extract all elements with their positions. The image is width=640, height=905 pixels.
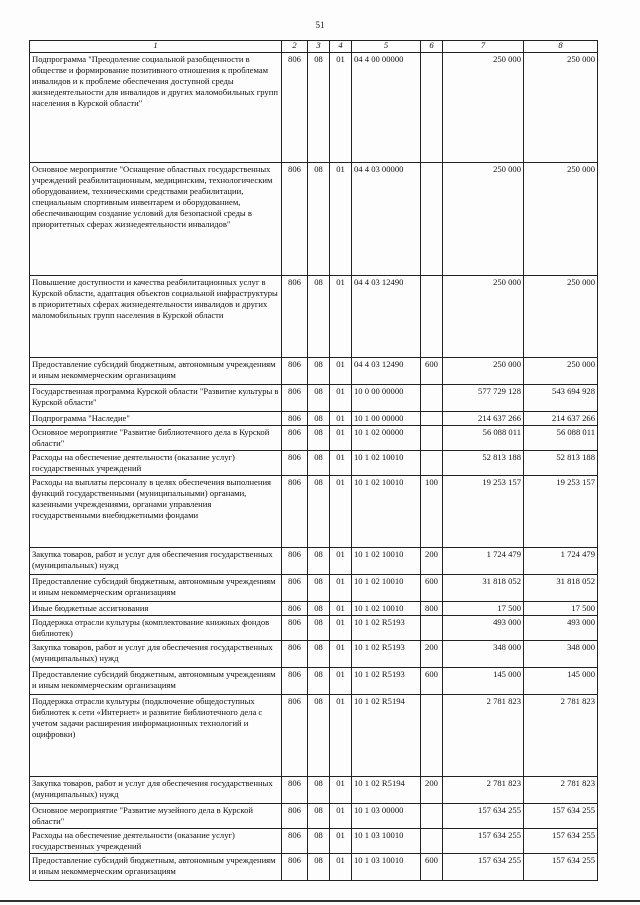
- section-cell: 08: [308, 854, 330, 881]
- subsection-cell: 01: [330, 829, 352, 854]
- target-article-cell: 10 1 03 00000: [352, 804, 421, 829]
- target-article-cell: 10 1 02 00000: [352, 426, 421, 451]
- target-article-cell: 10 0 00 00000: [352, 385, 421, 412]
- subsection-cell: 01: [330, 451, 352, 476]
- amount-year2-cell: 19 253 157: [524, 476, 598, 548]
- column-header: 1: [30, 41, 282, 53]
- section-cell: 08: [308, 829, 330, 854]
- target-article-cell: 10 1 02 R5194: [352, 695, 421, 777]
- subsection-cell: 01: [330, 385, 352, 412]
- amount-year2-cell: 250 000: [524, 358, 598, 385]
- amount-year1-cell: 214 637 266: [443, 412, 524, 426]
- amount-year2-cell: 250 000: [524, 276, 598, 358]
- amount-year2-cell: 348 000: [524, 641, 598, 668]
- target-article-cell: 10 1 02 R5193: [352, 641, 421, 668]
- row-name-cell: Предоставление субсидий бюджетным, автономным учреждениям и иным некоммерческим организациям: [30, 854, 282, 881]
- subsection-cell: 01: [330, 53, 352, 163]
- table-row: [30, 426, 598, 451]
- table-row: [30, 777, 598, 804]
- row-name-cell: Подпрограмма "Преодоление социальной разобщенности в обществе и формирование позитивного отношения к проблемам инвалидов и к проблеме обеспечения доступной среды жизнедеятельности для инвалидов и других маломобильных групп населения в Курской области": [30, 53, 282, 163]
- amount-year2-cell: 250 000: [524, 53, 598, 163]
- row-name-cell: Основное мероприятие "Развитие библиотечного дела в Курской области": [30, 426, 282, 451]
- row-name-cell: Основное мероприятие "Развитие музейного дела в Курской области": [30, 804, 282, 829]
- expense-type-cell: 600: [421, 668, 443, 695]
- admin-code-cell: 806: [282, 412, 308, 426]
- admin-code-cell: 806: [282, 575, 308, 602]
- subsection-cell: 01: [330, 777, 352, 804]
- section-cell: 08: [308, 358, 330, 385]
- target-article-cell: 10 1 02 10010: [352, 548, 421, 575]
- expense-type-cell: 200: [421, 548, 443, 575]
- amount-year1-cell: 250 000: [443, 53, 524, 163]
- row-name-cell: Поддержка отрасли культуры (подключение общедоступных библиотек к сети «Интернет» и развитие библиотечного дела с учетом задачи расширения информационных технологий и оцифровки): [30, 695, 282, 777]
- expense-type-cell: 100: [421, 476, 443, 548]
- subsection-cell: 01: [330, 163, 352, 276]
- row-name-cell: Предоставление субсидий бюджетным, автономным учреждениям и иным некоммерческим организациям: [30, 358, 282, 385]
- expense-type-cell: 600: [421, 575, 443, 602]
- admin-code-cell: 806: [282, 777, 308, 804]
- section-cell: 08: [308, 777, 330, 804]
- expense-type-cell: 200: [421, 777, 443, 804]
- amount-year2-cell: 493 000: [524, 616, 598, 641]
- admin-code-cell: 806: [282, 641, 308, 668]
- admin-code-cell: 806: [282, 53, 308, 163]
- table-row: [30, 616, 598, 641]
- admin-code-cell: 806: [282, 276, 308, 358]
- subsection-cell: 01: [330, 804, 352, 829]
- section-cell: 08: [308, 575, 330, 602]
- target-article-cell: 10 1 02 10010: [352, 602, 421, 616]
- amount-year1-cell: 250 000: [443, 358, 524, 385]
- amount-year1-cell: 157 634 255: [443, 829, 524, 854]
- section-cell: 08: [308, 426, 330, 451]
- target-article-cell: 10 1 00 00000: [352, 412, 421, 426]
- table-row: [30, 575, 598, 602]
- subsection-cell: 01: [330, 276, 352, 358]
- amount-year2-cell: 17 500: [524, 602, 598, 616]
- expense-type-cell: [421, 426, 443, 451]
- section-cell: 08: [308, 668, 330, 695]
- amount-year1-cell: 145 000: [443, 668, 524, 695]
- table-row: [30, 53, 598, 163]
- row-name-cell: Иные бюджетные ассигнования: [30, 602, 282, 616]
- table-row: [30, 641, 598, 668]
- header-row: [30, 41, 598, 53]
- expense-type-cell: [421, 385, 443, 412]
- table-row: [30, 829, 598, 854]
- column-header: 5: [352, 41, 421, 53]
- amount-year2-cell: 1 724 479: [524, 548, 598, 575]
- column-header: 8: [524, 41, 598, 53]
- column-header: 6: [421, 41, 443, 53]
- amount-year2-cell: 2 781 823: [524, 695, 598, 777]
- subsection-cell: 01: [330, 358, 352, 385]
- admin-code-cell: 806: [282, 804, 308, 829]
- table-row: [30, 163, 598, 276]
- amount-year1-cell: 1 724 479: [443, 548, 524, 575]
- admin-code-cell: 806: [282, 548, 308, 575]
- row-name-cell: Закупка товаров, работ и услуг для обеспечения государственных (муниципальных) нужд: [30, 641, 282, 668]
- amount-year1-cell: 157 634 255: [443, 854, 524, 881]
- row-name-cell: Повышение доступности и качества реабилитационных услуг в Курской области, адаптация объектов социальной инфраструктуры в приоритетных сферах жизнедеятельности инвалидов и других маломобильных групп населения в Курской области: [30, 276, 282, 358]
- admin-code-cell: 806: [282, 668, 308, 695]
- amount-year1-cell: 17 500: [443, 602, 524, 616]
- admin-code-cell: 806: [282, 695, 308, 777]
- admin-code-cell: 806: [282, 616, 308, 641]
- table-row: [30, 854, 598, 881]
- section-cell: 08: [308, 476, 330, 548]
- section-cell: 08: [308, 412, 330, 426]
- section-cell: 08: [308, 616, 330, 641]
- subsection-cell: 01: [330, 616, 352, 641]
- subsection-cell: 01: [330, 641, 352, 668]
- section-cell: 08: [308, 804, 330, 829]
- amount-year2-cell: 214 637 266: [524, 412, 598, 426]
- row-name-cell: Закупка товаров, работ и услуг для обеспечения государственных (муниципальных) нужд: [30, 777, 282, 804]
- target-article-cell: 04 4 03 00000: [352, 163, 421, 276]
- admin-code-cell: 806: [282, 163, 308, 276]
- amount-year1-cell: 52 813 188: [443, 451, 524, 476]
- amount-year1-cell: 2 781 823: [443, 695, 524, 777]
- amount-year2-cell: 250 000: [524, 163, 598, 276]
- admin-code-cell: 806: [282, 385, 308, 412]
- target-article-cell: 10 1 02 10010: [352, 451, 421, 476]
- amount-year2-cell: 31 818 052: [524, 575, 598, 602]
- table-row: [30, 476, 598, 548]
- admin-code-cell: 806: [282, 426, 308, 451]
- admin-code-cell: 806: [282, 829, 308, 854]
- amount-year2-cell: 56 088 011: [524, 426, 598, 451]
- expense-type-cell: [421, 163, 443, 276]
- section-cell: 08: [308, 641, 330, 668]
- table-row: [30, 412, 598, 426]
- section-cell: 08: [308, 695, 330, 777]
- admin-code-cell: 806: [282, 854, 308, 881]
- amount-year2-cell: 543 694 928: [524, 385, 598, 412]
- section-cell: 08: [308, 163, 330, 276]
- expense-type-cell: [421, 616, 443, 641]
- amount-year2-cell: 52 813 188: [524, 451, 598, 476]
- row-name-cell: Расходы на обеспечение деятельности (оказание услуг) государственных учреждений: [30, 451, 282, 476]
- amount-year2-cell: 157 634 255: [524, 829, 598, 854]
- section-cell: 08: [308, 548, 330, 575]
- column-header: 2: [282, 41, 308, 53]
- target-article-cell: 10 1 03 10010: [352, 854, 421, 881]
- row-name-cell: Подпрограмма "Наследие": [30, 412, 282, 426]
- row-name-cell: Предоставление субсидий бюджетным, автономным учреждениям и иным некоммерческим организациям: [30, 575, 282, 602]
- target-article-cell: 10 1 02 R5193: [352, 668, 421, 695]
- subsection-cell: 01: [330, 668, 352, 695]
- section-cell: 08: [308, 385, 330, 412]
- amount-year1-cell: 348 000: [443, 641, 524, 668]
- target-article-cell: 10 1 02 R5194: [352, 777, 421, 804]
- target-article-cell: 10 1 02 10010: [352, 575, 421, 602]
- target-article-cell: 04 4 03 12490: [352, 358, 421, 385]
- table-row: [30, 804, 598, 829]
- admin-code-cell: 806: [282, 602, 308, 616]
- target-article-cell: 04 4 00 00000: [352, 53, 421, 163]
- admin-code-cell: 806: [282, 451, 308, 476]
- admin-code-cell: 806: [282, 476, 308, 548]
- subsection-cell: 01: [330, 575, 352, 602]
- table-row: [30, 668, 598, 695]
- expense-type-cell: 800: [421, 602, 443, 616]
- page-bottom-rule: [0, 900, 640, 902]
- amount-year1-cell: 577 729 128: [443, 385, 524, 412]
- amount-year1-cell: 19 253 157: [443, 476, 524, 548]
- table-row: [30, 602, 598, 616]
- subsection-cell: 01: [330, 426, 352, 451]
- amount-year1-cell: 493 000: [443, 616, 524, 641]
- section-cell: 08: [308, 276, 330, 358]
- expense-type-cell: [421, 412, 443, 426]
- amount-year2-cell: 145 000: [524, 668, 598, 695]
- table-row: [30, 385, 598, 412]
- row-name-cell: Поддержка отрасли культуры (комплектование книжных фондов библиотек): [30, 616, 282, 641]
- table-row: [30, 695, 598, 777]
- amount-year1-cell: 56 088 011: [443, 426, 524, 451]
- subsection-cell: 01: [330, 695, 352, 777]
- row-name-cell: Закупка товаров, работ и услуг для обеспечения государственных (муниципальных) нужд: [30, 548, 282, 575]
- row-name-cell: Государственная программа Курской области "Развитие культуры в Курской области": [30, 385, 282, 412]
- subsection-cell: 01: [330, 476, 352, 548]
- row-name-cell: Предоставление субсидий бюджетным, автономным учреждениям и иным некоммерческим организациям: [30, 668, 282, 695]
- amount-year1-cell: 250 000: [443, 163, 524, 276]
- subsection-cell: 01: [330, 602, 352, 616]
- expense-type-cell: [421, 276, 443, 358]
- target-article-cell: 04 4 03 12490: [352, 276, 421, 358]
- expense-type-cell: [421, 804, 443, 829]
- column-header: 3: [308, 41, 330, 53]
- target-article-cell: 10 1 02 R5193: [352, 616, 421, 641]
- expense-type-cell: [421, 451, 443, 476]
- section-cell: 08: [308, 602, 330, 616]
- amount-year2-cell: 157 634 255: [524, 804, 598, 829]
- column-header: 7: [443, 41, 524, 53]
- column-header: 4: [330, 41, 352, 53]
- subsection-cell: 01: [330, 412, 352, 426]
- row-name-cell: Расходы на обеспечение деятельности (оказание услуг) государственных учреждений: [30, 829, 282, 854]
- amount-year1-cell: 2 781 823: [443, 777, 524, 804]
- expense-type-cell: 200: [421, 641, 443, 668]
- table-row: [30, 548, 598, 575]
- amount-year2-cell: 157 634 255: [524, 854, 598, 881]
- expense-type-cell: 600: [421, 854, 443, 881]
- table-row: [30, 451, 598, 476]
- amount-year2-cell: 2 781 823: [524, 777, 598, 804]
- table-row: [30, 276, 598, 358]
- page-number: 51: [315, 20, 325, 30]
- section-cell: 08: [308, 451, 330, 476]
- admin-code-cell: 806: [282, 358, 308, 385]
- expense-type-cell: 600: [421, 358, 443, 385]
- target-article-cell: 10 1 02 10010: [352, 476, 421, 548]
- row-name-cell: Основное мероприятие "Оснащение областных государственных учреждений реабилитационным, медицинским, технологическим оборудованием, техническими средствами реабилитации, специальным спортивным инвентарем и оборудованием, обеспечивающим создание условий для безопасной среды в приоритетных сферах жизнедеятельности инвалидов": [30, 163, 282, 276]
- amount-year1-cell: 31 818 052: [443, 575, 524, 602]
- target-article-cell: 10 1 03 10010: [352, 829, 421, 854]
- expense-type-cell: [421, 829, 443, 854]
- table-row: [30, 358, 598, 385]
- amount-year1-cell: 157 634 255: [443, 804, 524, 829]
- subsection-cell: 01: [330, 548, 352, 575]
- budget-table: [29, 40, 598, 881]
- expense-type-cell: [421, 53, 443, 163]
- amount-year1-cell: 250 000: [443, 276, 524, 358]
- row-name-cell: Расходы на выплаты персоналу в целях обеспечения выполнения функций государственными (муниципальными) органами, казенными учреждениями, органами управления государственными внебюджетными фондами: [30, 476, 282, 548]
- section-cell: 08: [308, 53, 330, 163]
- subsection-cell: 01: [330, 854, 352, 881]
- expense-type-cell: [421, 695, 443, 777]
